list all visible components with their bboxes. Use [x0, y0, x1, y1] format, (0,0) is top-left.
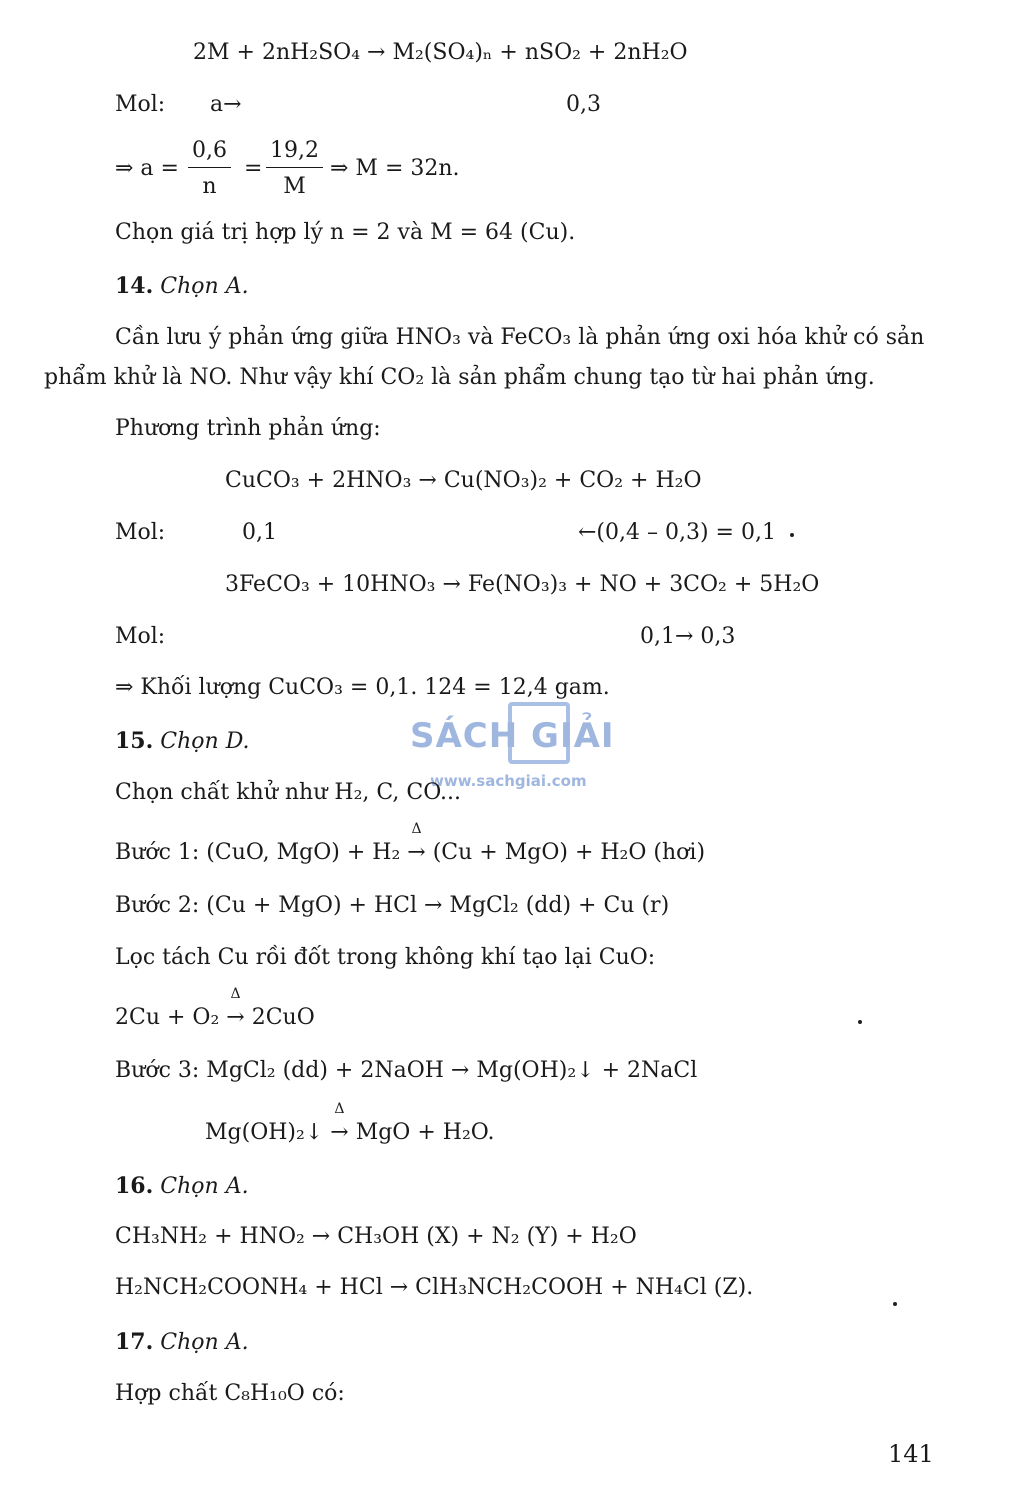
fraction-0-6-over-n — [188, 138, 231, 199]
page-number: 141 — [888, 1440, 934, 1468]
reducing-agent-text: Chọn chất khử như H₂, C, CO... — [115, 780, 461, 805]
delta-icon: Δ — [334, 1101, 345, 1117]
mgoh2-products: MgO + H₂O. — [355, 1120, 495, 1145]
equation-glycine-hcl: H₂NCH₂COONH₄ + HCl → ClH₃NCH₂COOH + NH₄Cl (Z). — [115, 1275, 754, 1300]
step-1-reactants: Bước 1: (CuO, MgO) + H₂ — [115, 840, 401, 865]
step-2-equation: Bước 2: (Cu + MgO) + HCl → MgCl₂ (dd) + Cu (r) — [115, 893, 670, 918]
step-1-equation — [115, 821, 706, 865]
fraction-denominator: n — [202, 174, 217, 199]
speck-mark — [790, 533, 794, 537]
choose-value-text: Chọn giá trị hợp lý n = 2 và M = 64 (Cu). — [115, 220, 576, 245]
mgoh2-decomposition-equation — [205, 1101, 495, 1145]
answer-choice: Chọn A. — [160, 1174, 249, 1199]
fraction-numerator: 19,2 — [266, 138, 323, 168]
mol-value-a: a→ — [210, 92, 242, 117]
step-3-equation: Bước 3: MgCl₂ (dd) + 2NaOH → Mg(OH)₂↓ + 2NaCl — [115, 1058, 698, 1083]
mol-value-so2: 0,3 — [566, 92, 601, 117]
answer-choice: Chọn D. — [160, 729, 250, 754]
cu-oxidation-equation — [115, 986, 315, 1030]
fraction-numerator: 0,6 — [188, 138, 231, 168]
equation-metal-h2so4: 2M + 2nH₂SO₄ → M₂(SO₄)ₙ + nSO₂ + 2nH₂O — [193, 40, 688, 65]
mol-values-no-co2: 0,1→ 0,3 — [640, 624, 736, 649]
heading-question-17 — [115, 1331, 249, 1354]
derivation-prefix: ⇒ a = — [115, 156, 179, 181]
heat-arrow-icon: Δ → — [330, 1101, 349, 1145]
paragraph-note-line-2: phẩm khử là NO. Như vậy khí CO₂ là sản phẩm chung tạo từ hai phản ứng. — [44, 365, 875, 390]
delta-icon: Δ — [230, 986, 241, 1002]
heading-question-16 — [115, 1175, 249, 1198]
heat-arrow-icon: Δ → — [407, 821, 426, 865]
question-number: 14. — [115, 273, 154, 299]
heat-arrow-icon: Δ → — [226, 986, 245, 1030]
question-number: 15. — [115, 728, 154, 754]
cu-oxidation-reactants: 2Cu + O₂ — [115, 1005, 220, 1030]
speck-mark — [858, 1020, 862, 1024]
question-number: 16. — [115, 1173, 154, 1199]
delta-icon: Δ — [411, 821, 422, 837]
mgoh2-reactant: Mg(OH)₂↓ — [205, 1120, 324, 1145]
compound-c8h10o-text: Hợp chất C₈H₁₀O có: — [115, 1381, 345, 1406]
answer-choice: Chọn A. — [160, 1330, 249, 1355]
watermark — [410, 702, 620, 792]
mol-label: Mol: — [115, 624, 166, 649]
equation-ch3nh2-hno2: CH₃NH₂ + HNO₂ → CH₃OH (X) + N₂ (Y) + H₂O — [115, 1224, 637, 1249]
watermark-url: www.sachgiai.com — [430, 772, 587, 790]
mass-cuco3-result: ⇒ Khối lượng CuCO₃ = 0,1. 124 = 12,4 gam. — [115, 675, 610, 700]
answer-choice: Chọn A. — [160, 274, 249, 299]
mol-value-co2: ←(0,4 – 0,3) = 0,1 — [578, 520, 776, 545]
fraction-denominator: M — [283, 174, 306, 199]
reaction-equations-label: Phương trình phản ứng: — [115, 416, 381, 441]
equation-cuco3-hno3: CuCO₃ + 2HNO₃ → Cu(NO₃)₂ + CO₂ + H₂O — [225, 468, 702, 493]
filter-cu-text: Lọc tách Cu rồi đốt trong không khí tạo lại CuO: — [115, 945, 656, 970]
speck-mark — [893, 1302, 897, 1306]
question-number: 17. — [115, 1329, 154, 1355]
mol-label: Mol: — [115, 92, 166, 117]
step-1-products: (Cu + MgO) + H₂O (hơi) — [432, 840, 706, 865]
heading-question-15 — [115, 730, 250, 753]
equals-sign: = — [244, 156, 263, 181]
mol-value-cuco3: 0,1 — [242, 520, 277, 545]
fraction-19-2-over-m — [266, 138, 323, 199]
equation-feco3-hno3: 3FeCO₃ + 10HNO₃ → Fe(NO₃)₃ + NO + 3CO₂ + 5H₂O — [225, 572, 820, 597]
mol-label: Mol: — [115, 520, 166, 545]
heading-question-14 — [115, 275, 249, 298]
paragraph-note-line-1: Cần lưu ý phản ứng giữa HNO₃ và FeCO₃ là phản ứng oxi hóa khử có sản — [115, 325, 925, 350]
cu-oxidation-products: 2CuO — [251, 1005, 315, 1030]
watermark-brand: SÁCH GIẢI — [410, 716, 615, 756]
derivation-result: ⇒ M = 32n. — [330, 156, 460, 181]
